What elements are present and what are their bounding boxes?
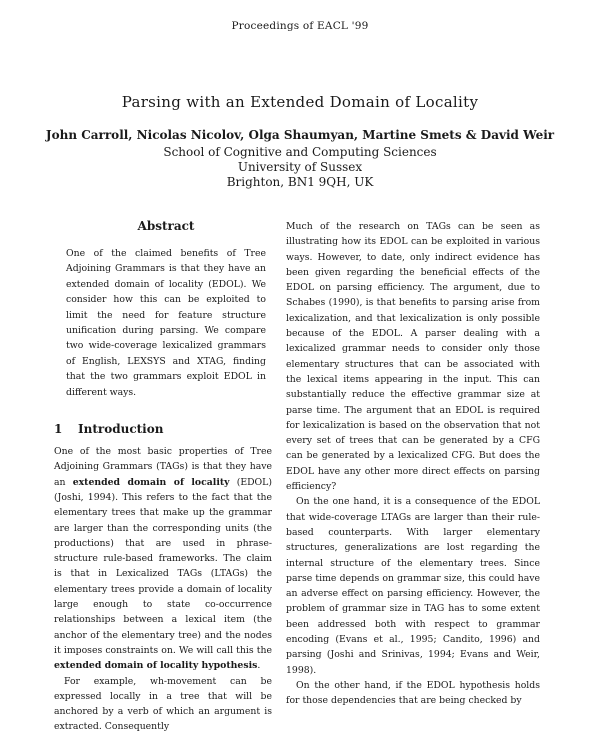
intro-p1-start: One of the most basic properties of Tree Adjoining Grammars (TAGs) is that they have an — [54, 446, 272, 488]
section-title: Introduction — [78, 422, 164, 437]
intro-p1-edol-term: extended domain of locality — [72, 476, 230, 488]
section-number: 1 — [54, 422, 63, 437]
proceedings-header: Proceedings of EACL '99 — [231, 20, 369, 32]
introduction-paragraph-1 — [54, 444, 272, 673]
right-paragraph-3: On the other hand, if the EDOL hypothesis holds for those dependencies that are being checked by — [286, 679, 540, 707]
intro-p1-middle: (EDOL) (Joshi, 1994). This refers to the fact that the elementary trees that make up the grammar are larger than the corresponding units (the productions) that are used in phrase-structure rule-based frameworks. The claim is that in Lexicalized TAGs (LTAGs) the elementary trees provide a domain of locality large enough to state co-occurrence relationships between a lexical item (the anchor of the elementary tree) and the nodes it imposes constraints on. We will call this the — [54, 476, 272, 656]
intro-p1-end: . — [257, 660, 261, 672]
introduction-paragraph-2: For example, wh-movement can be expressed locally in a tree that will be anchored by a verb of which an argument is extracted. Consequently — [54, 675, 272, 733]
affiliation-university: University of Sussex — [237, 160, 363, 174]
section-heading-introduction — [54, 422, 270, 436]
right-column — [286, 219, 540, 709]
right-paragraph-1: Much of the research on TAGs can be seen as illustrating how its EDOL can be exploited in various ways. However, to date, only indirect evidence has been given regarding the beneficial effects of the EDOL on parsing efficiency. The argument, due to Schabes (1990), is that benefits to parsing arise from lexicalization, and that lexicalization is only possible because of the EDOL. A parser dealing with a lexicalized grammar needs to consider only those elementary structures that can be associated with the lexical items appearing in the input. This can substantially reduce the effective grammar size at parse time. The argument that an EDOL is required for lexicalization is based on the observation that not every set of trees that can be generated by a CFG can be generated by a lexicalized CFG. But does the EDOL have any other more direct effects on parsing efficiency? — [286, 221, 540, 493]
abstract-heading: Abstract — [137, 219, 195, 233]
affiliation-address: Brighton, BN1 9QH, UK — [226, 175, 374, 189]
abstract-text: One of the claimed benefits of Tree Adjoining Grammars is that they have an extended domain of locality (EDOL). We consider how this can be exploited to limit the need for feature structure unification during parsing. We compare two wide-coverage lexicalized grammars of English, LEXSYS and XTAG, finding that the two grammars exploit EDOL in different ways. — [66, 248, 266, 398]
author-list: John Carroll, Nicolas Nicolov, Olga Shaumyan, Martine Smets & David Weir — [45, 128, 555, 142]
intro-p1-hypothesis-term: extended domain of locality hypothesis — [54, 660, 258, 672]
right-paragraph-2: On the one hand, it is a consequence of the EDOL that wide-coverage LTAGs are larger than their rule-based counterparts. With larger elementary structures, generalizations are lost regarding the internal structure of the elementary trees. Since parse time depends on grammar size, this could have an adverse effect on parsing efficiency. However, the problem of grammar size in TAG has to some extent been addressed both with respect to grammar encoding (Evans et al., 1995; Candito, 1996) and parsing (Joshi and Srinivas, 1994; Evans and Weir, 1998). — [286, 496, 540, 676]
left-column — [54, 219, 274, 735]
affiliation-school: School of Cognitive and Computing Sciences — [163, 145, 437, 159]
paper-title: Parsing with an Extended Domain of Locality — [121, 93, 479, 111]
